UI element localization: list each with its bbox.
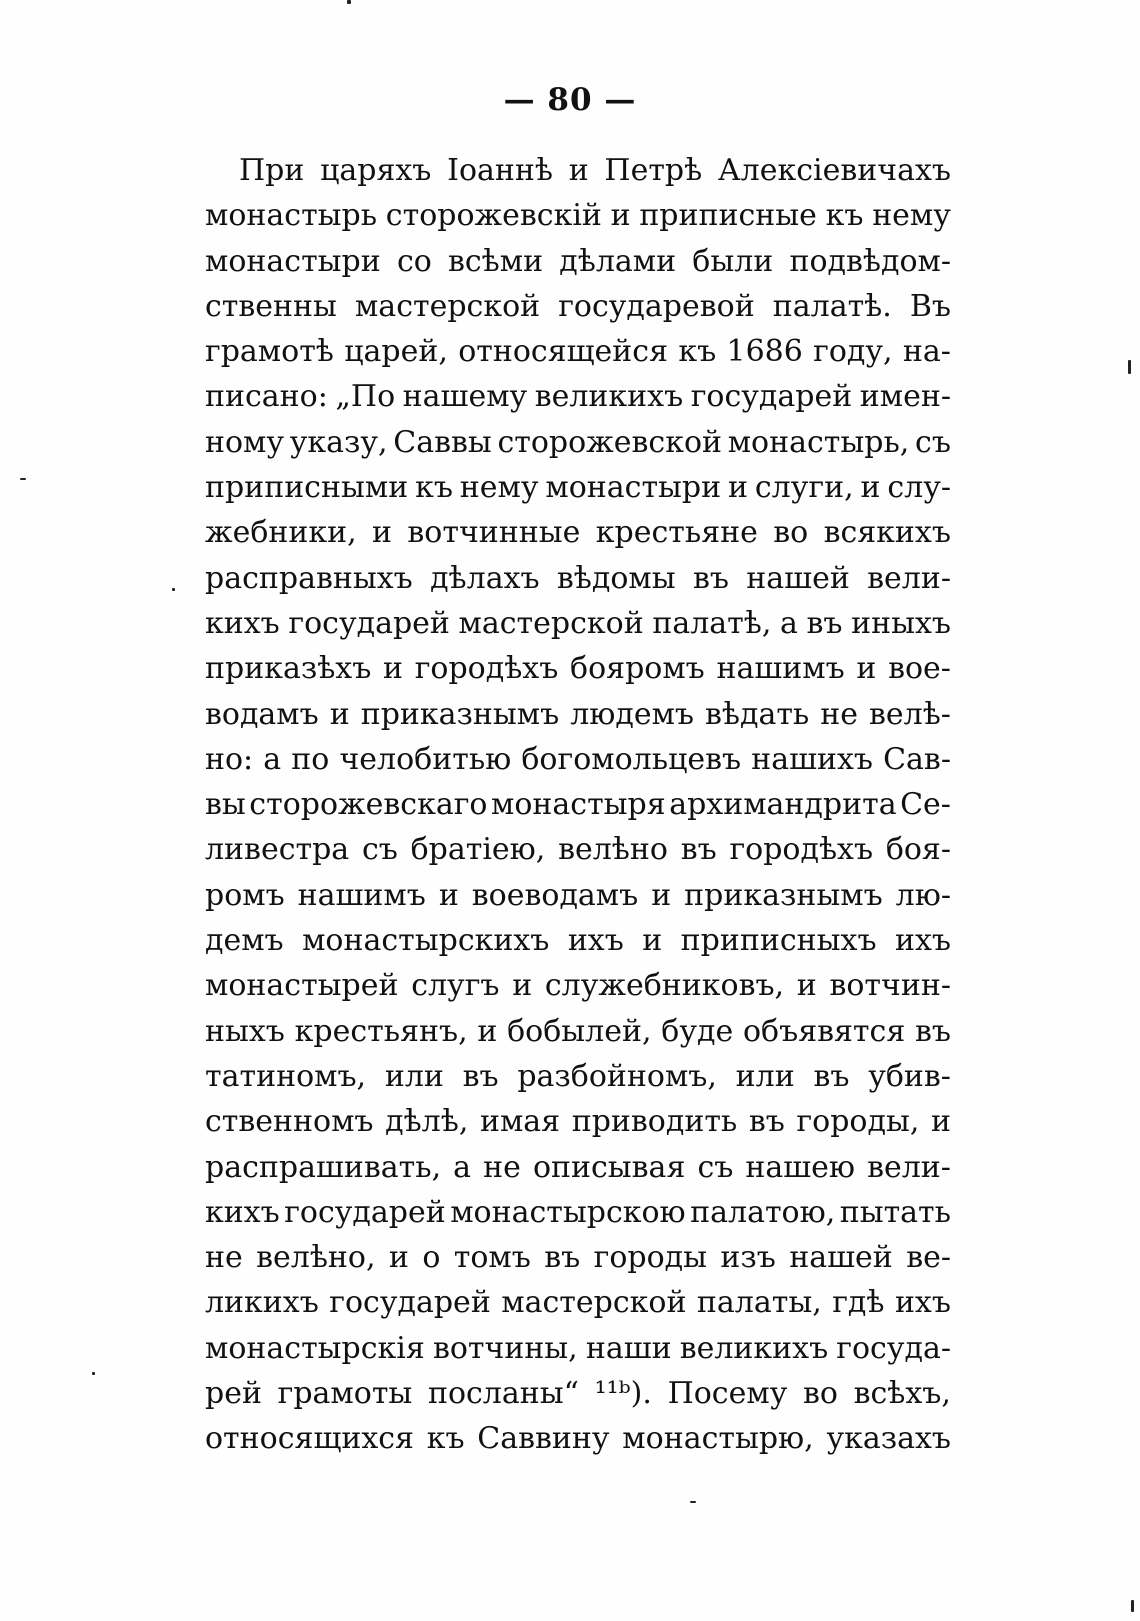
word: во xyxy=(803,1376,838,1412)
word: приписные xyxy=(639,198,817,234)
word: государей xyxy=(288,605,450,641)
word: велѣ- xyxy=(869,696,951,732)
word: нашею xyxy=(745,1149,856,1185)
word: и xyxy=(856,651,877,687)
word: приписныхъ xyxy=(680,923,877,959)
word: грамоты xyxy=(277,1376,413,1412)
scan-speck xyxy=(172,588,175,591)
word: рей xyxy=(205,1376,262,1412)
word: объявятся xyxy=(742,1013,906,1049)
word: или xyxy=(735,1058,795,1094)
word: въ xyxy=(462,1058,499,1094)
word: государевой xyxy=(558,288,755,324)
word: вотчин- xyxy=(829,968,951,1004)
word: въ xyxy=(813,1058,850,1094)
word: а xyxy=(453,1149,472,1185)
scan-speck xyxy=(690,1501,696,1503)
text-line xyxy=(205,737,951,782)
word: вели- xyxy=(867,1149,951,1185)
word: Саввину xyxy=(477,1421,610,1457)
word: приказнымъ xyxy=(684,877,883,913)
text-line xyxy=(205,1009,951,1054)
word: городѣхъ xyxy=(414,651,559,687)
word: воеводамъ xyxy=(471,877,639,913)
text-line xyxy=(205,239,951,284)
text-line xyxy=(205,1416,951,1461)
word: ливестра xyxy=(205,832,350,868)
word: боя- xyxy=(885,832,951,868)
text-line xyxy=(205,918,951,963)
word: служебниковъ, xyxy=(544,968,785,1004)
word: и xyxy=(568,153,589,188)
word: на- xyxy=(902,334,951,370)
word: городы xyxy=(593,1240,708,1276)
word: государей xyxy=(329,1285,491,1321)
text-line xyxy=(205,1054,951,1099)
word: царей, xyxy=(344,334,448,370)
word: Петрѣ xyxy=(604,153,703,188)
word: палатѣ, xyxy=(652,605,772,641)
word: съ xyxy=(697,1149,734,1185)
word: архимандрита xyxy=(669,787,897,823)
text-line xyxy=(205,1280,951,1325)
word: въ xyxy=(544,1240,581,1276)
word: лю- xyxy=(895,877,951,913)
word: Посему xyxy=(667,1376,788,1412)
word: кихъ xyxy=(205,605,280,641)
word: и xyxy=(642,923,663,959)
text-line xyxy=(205,148,951,193)
word: въ xyxy=(915,1013,951,1049)
scan-speck xyxy=(92,1372,95,1375)
word: описывая xyxy=(532,1149,686,1185)
word: подвѣдом- xyxy=(789,243,951,279)
word: въ xyxy=(748,1104,785,1140)
word: великихъ xyxy=(679,1330,829,1366)
word: водамъ xyxy=(205,696,319,732)
word: велѣно xyxy=(558,832,668,868)
text-line xyxy=(205,646,951,691)
word: со xyxy=(396,243,432,279)
word: нашимъ xyxy=(716,651,845,687)
text-line xyxy=(205,193,951,238)
word: нему xyxy=(459,470,539,506)
text-line xyxy=(205,556,951,601)
word: не xyxy=(820,696,859,732)
word: вое- xyxy=(888,651,951,687)
word: приказнымъ xyxy=(360,696,560,732)
word: ственномъ xyxy=(205,1104,374,1140)
scan-speck xyxy=(347,0,351,4)
text-line xyxy=(205,420,951,465)
body-text xyxy=(205,148,951,1462)
word: нему xyxy=(872,198,951,234)
word: монастырскою xyxy=(450,1194,686,1230)
scan-speck xyxy=(1128,360,1131,374)
word: вѣдомы xyxy=(556,560,676,596)
word: и xyxy=(610,198,631,234)
word: всякихъ xyxy=(823,515,951,551)
word: Се- xyxy=(900,787,951,823)
word: челобитью xyxy=(339,741,512,777)
text-line xyxy=(205,601,951,646)
word: татиномъ, xyxy=(205,1058,367,1094)
word: 1686 xyxy=(726,334,803,370)
word: При xyxy=(239,153,305,188)
word: нашимъ xyxy=(297,877,426,913)
text-line xyxy=(205,1371,951,1416)
word: госуда- xyxy=(836,1330,951,1366)
word: слугъ xyxy=(411,968,500,1004)
word: вели- xyxy=(867,560,951,596)
word: указу, xyxy=(289,424,388,460)
word: крестьянъ, xyxy=(294,1013,468,1049)
word: не xyxy=(205,1240,243,1276)
word: нашей xyxy=(789,1240,893,1276)
word: вѣдать xyxy=(705,696,810,732)
word: и xyxy=(383,651,403,687)
word: дѣлѣ, xyxy=(385,1104,469,1140)
word: Іоаннѣ xyxy=(447,153,553,188)
word: монастырь xyxy=(205,198,378,234)
text-line xyxy=(205,284,951,329)
word: монастырскихъ xyxy=(302,923,550,959)
word: ному xyxy=(205,424,285,460)
word: буде xyxy=(661,1013,734,1049)
word: демъ xyxy=(205,923,284,959)
word: Въ xyxy=(909,288,951,324)
word: или xyxy=(384,1058,444,1094)
word: богомольцевъ xyxy=(521,741,742,777)
word: и xyxy=(728,470,748,506)
text-line xyxy=(205,1099,951,1144)
page-number: — 80 — xyxy=(503,82,637,118)
text-line xyxy=(205,1235,951,1280)
word: сторожевскій xyxy=(385,198,602,234)
word: и xyxy=(438,877,459,913)
word: государей xyxy=(284,1194,446,1230)
word: и xyxy=(329,696,350,732)
word: и xyxy=(796,968,817,1004)
scan-speck xyxy=(1131,1600,1134,1612)
text-line xyxy=(205,1326,951,1371)
word: году, xyxy=(813,334,893,370)
word: въ xyxy=(680,832,717,868)
word: съ xyxy=(361,832,398,868)
word: по xyxy=(291,741,330,777)
word: и xyxy=(477,1013,498,1049)
word: относящейся xyxy=(458,334,669,370)
word: иныхъ xyxy=(851,605,951,641)
word: относящихся xyxy=(205,1421,414,1457)
word: бобылей, xyxy=(507,1013,652,1049)
word: мастерской xyxy=(501,1285,687,1321)
word: ихъ xyxy=(894,923,951,959)
word: Алексіевичахъ xyxy=(717,153,951,188)
word: кихъ xyxy=(205,1194,280,1230)
word: во xyxy=(773,515,809,551)
text-line xyxy=(205,374,951,419)
word: нашихъ xyxy=(751,741,873,777)
word: въ xyxy=(692,560,729,596)
word: великихъ xyxy=(534,379,684,415)
text-line xyxy=(205,1145,951,1190)
text-line xyxy=(205,510,951,555)
word: имая xyxy=(479,1104,561,1140)
word: сторожевскаго xyxy=(249,787,488,823)
text-line xyxy=(205,465,951,510)
word: къ xyxy=(678,334,717,370)
word: въ xyxy=(806,605,843,641)
word: и xyxy=(388,1240,409,1276)
word: пытать xyxy=(839,1194,951,1230)
word: слуги, xyxy=(754,470,854,506)
word: сторожевской xyxy=(497,424,723,460)
word: монастыри xyxy=(205,243,381,279)
word: а xyxy=(263,741,282,777)
word: ликихъ xyxy=(205,1285,319,1321)
word: къ xyxy=(415,470,453,506)
word: вотчины, xyxy=(432,1330,578,1366)
text-line xyxy=(205,782,951,827)
scan-speck xyxy=(20,478,26,480)
word: всѣхъ, xyxy=(853,1376,951,1412)
word: ныхъ xyxy=(205,1013,285,1049)
word: но: xyxy=(205,741,254,777)
word: приводить xyxy=(571,1104,738,1140)
word: наши xyxy=(585,1330,672,1366)
word: нашему xyxy=(402,379,528,415)
word: слу- xyxy=(887,470,951,506)
word: и xyxy=(860,470,881,506)
word: велѣно, xyxy=(256,1240,376,1276)
word: дѣлахъ xyxy=(430,560,540,596)
word: нашей xyxy=(746,560,850,596)
text-line xyxy=(205,827,951,872)
word: приказѣхъ xyxy=(205,651,372,687)
word: томъ xyxy=(453,1240,531,1276)
word: писано: xyxy=(205,379,328,415)
word: ¹¹ᵇ). xyxy=(594,1376,652,1412)
word: вотчинные xyxy=(407,515,581,551)
word: мастерской xyxy=(458,605,644,641)
word: людемъ xyxy=(570,696,695,732)
word: разбойномъ, xyxy=(517,1058,717,1094)
text-line xyxy=(205,873,951,918)
word: изъ xyxy=(720,1240,776,1276)
word: указахъ xyxy=(826,1421,951,1457)
word: Сав- xyxy=(883,741,951,777)
word: монастыря xyxy=(491,787,666,823)
word: палатою, xyxy=(690,1194,836,1230)
word: и xyxy=(372,515,393,551)
word: приписными xyxy=(205,470,409,506)
word: всѣми xyxy=(447,243,544,279)
word: дѣлами xyxy=(559,243,677,279)
text-line xyxy=(205,329,951,374)
word: городы, xyxy=(796,1104,920,1140)
word: бояромъ xyxy=(570,651,705,687)
word: монастыри xyxy=(545,470,722,506)
word: царяхъ xyxy=(320,153,432,188)
word: крестьяне xyxy=(595,515,758,551)
word: „По xyxy=(335,379,396,415)
word: расправныхъ xyxy=(205,560,413,596)
word: не xyxy=(483,1149,521,1185)
word: а xyxy=(780,605,798,641)
word: о xyxy=(422,1240,441,1276)
word: вы xyxy=(205,787,246,823)
word: посланы“ xyxy=(427,1376,579,1412)
word: къ xyxy=(426,1421,465,1457)
word: имен- xyxy=(859,379,951,415)
word: убив- xyxy=(868,1058,951,1094)
word: братіею, xyxy=(410,832,546,868)
word: монастырей xyxy=(205,968,399,1004)
word: палаты, xyxy=(696,1285,822,1321)
word: государей xyxy=(690,379,853,415)
word: и xyxy=(930,1104,951,1140)
word: ихъ xyxy=(567,923,624,959)
word: и xyxy=(651,877,672,913)
text-line xyxy=(205,963,951,1008)
text-line xyxy=(205,692,951,737)
word: къ xyxy=(825,198,864,234)
word: ихъ xyxy=(894,1285,951,1321)
word: жебники, xyxy=(205,515,357,551)
word: монастырь, xyxy=(727,424,910,460)
word: Саввы xyxy=(393,424,492,460)
word: ственны xyxy=(205,288,337,324)
word: городѣхъ xyxy=(729,832,874,868)
word: были xyxy=(692,243,774,279)
word: монастырскія xyxy=(205,1330,425,1366)
word: ве- xyxy=(906,1240,951,1276)
word: палатѣ. xyxy=(772,288,892,324)
word: ромъ xyxy=(205,877,285,913)
word: распрашивать, xyxy=(205,1149,442,1185)
word: грамотѣ xyxy=(205,334,334,370)
word: и xyxy=(512,968,533,1004)
word: съ xyxy=(915,424,951,460)
word: мастерской xyxy=(354,288,541,324)
word: гдѣ xyxy=(832,1285,885,1321)
word: монастырю, xyxy=(622,1421,814,1457)
text-line xyxy=(205,1190,951,1235)
